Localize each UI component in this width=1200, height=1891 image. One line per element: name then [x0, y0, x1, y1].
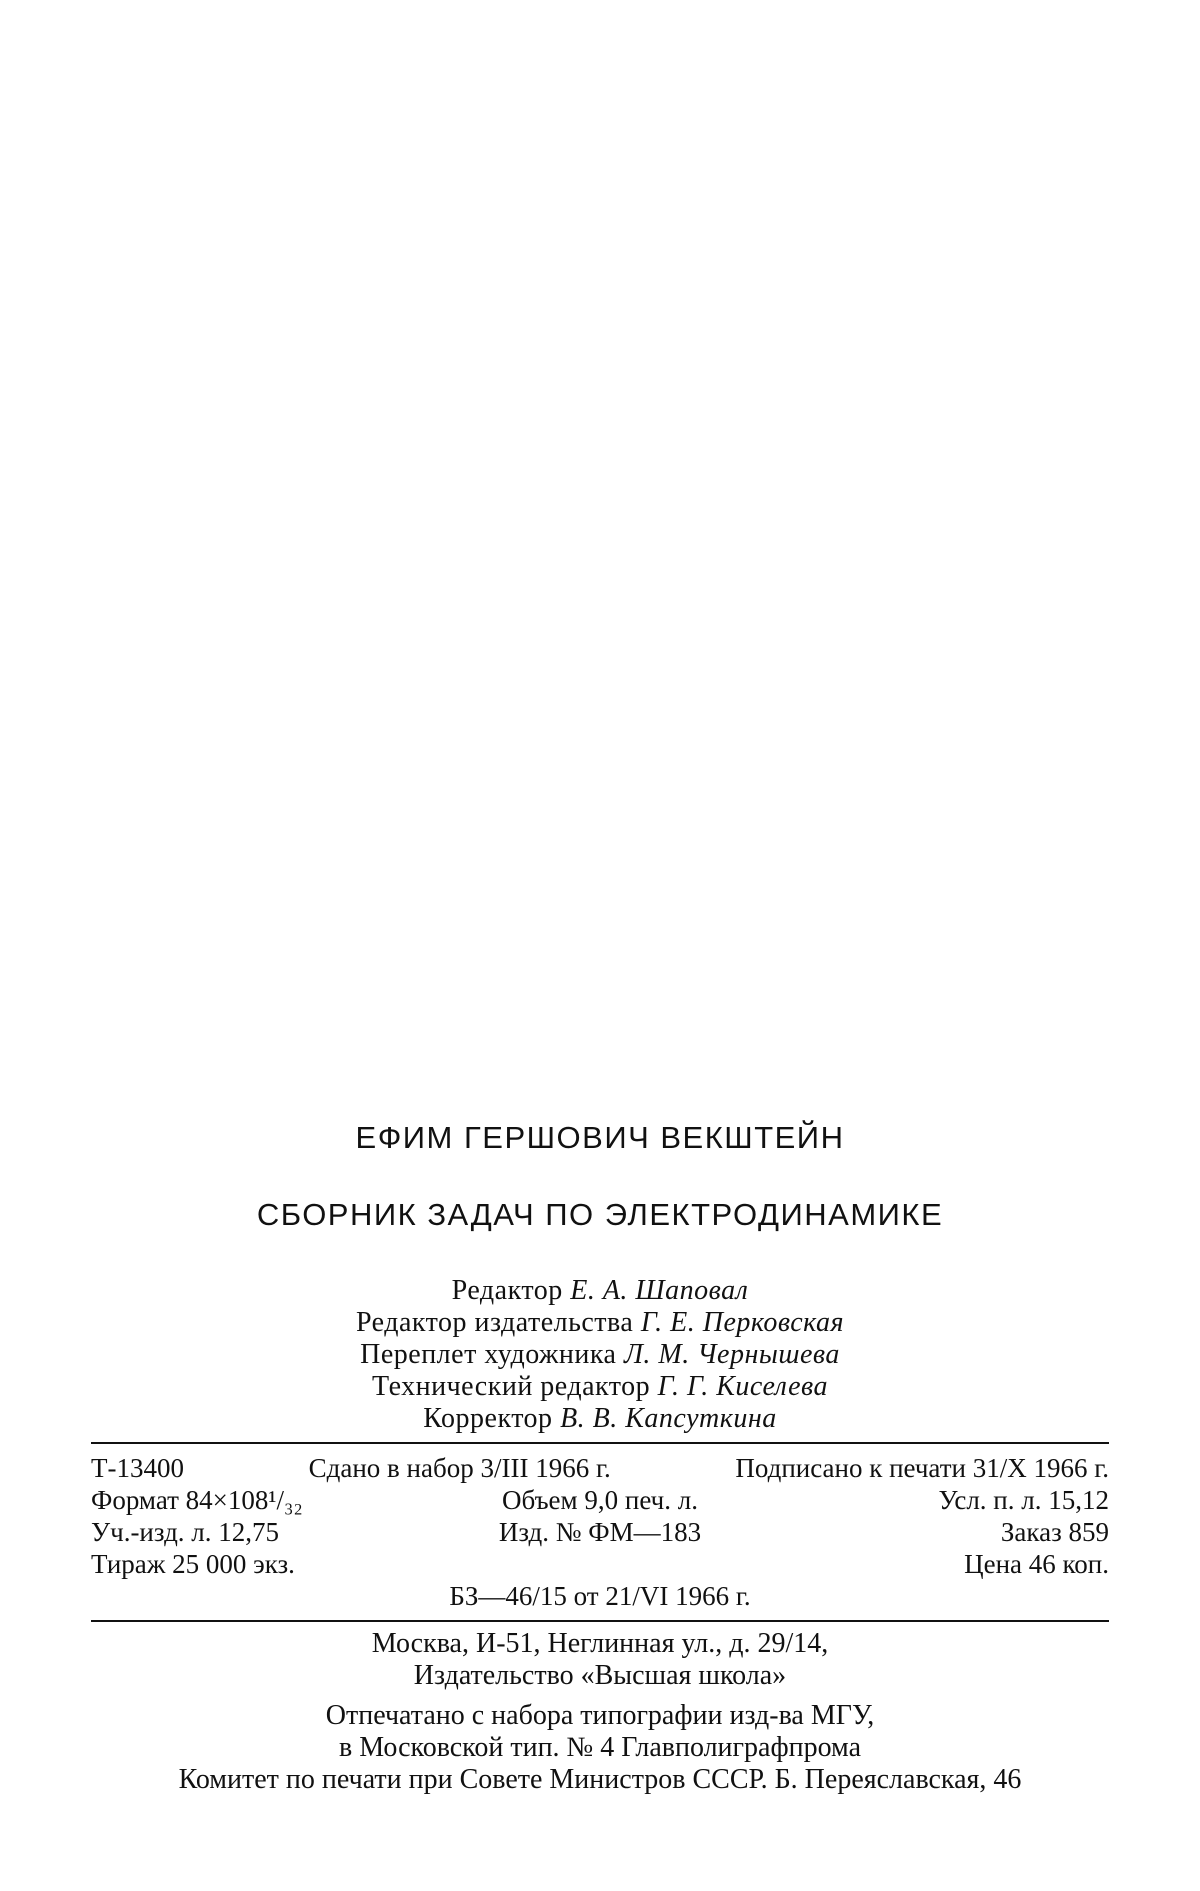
publisher-address: Москва, И-51, Неглинная ул., д. 29/14, — [371, 1628, 829, 1659]
credit-name: Г. Г. Киселева — [657, 1371, 828, 1402]
author-name: ЕФИМ ГЕРШОВИЧ ВЕКШТЕЙН — [355, 1120, 845, 1155]
imprint-block — [91, 1452, 1109, 1612]
publisher-name: Издательство «Высшая школа» — [413, 1660, 787, 1691]
imprint-line-3 — [91, 1516, 1109, 1548]
credit-role: Редактор — [451, 1275, 563, 1306]
printer-line-3: Комитет по печати при Совете Министров СССР. Б. Переяславская, 46 — [178, 1764, 1022, 1795]
imprint-edu-sheets: Уч.-изд. л. 12,75 — [91, 1517, 280, 1547]
credit-name: Г. Е. Перковская — [640, 1307, 845, 1338]
imprint-order: Заказ 859 — [1000, 1517, 1109, 1547]
book-title: СБОРНИК ЗАДАЧ ПО ЭЛЕКТРОДИНАМИКЕ — [256, 1197, 944, 1232]
imprint-cond-sheets: Усл. п. л. 15,12 — [938, 1485, 1109, 1515]
top-divider — [91, 1442, 1109, 1444]
credit-binding-artist — [0, 1339, 1200, 1371]
imprint-line-4 — [91, 1548, 1109, 1580]
imprint-line-2 — [91, 1484, 1109, 1516]
bottom-divider — [91, 1620, 1109, 1622]
imprint-code: Т-13400 — [91, 1453, 184, 1483]
imprint-line-5: БЗ—46/15 от 21/VI 1966 г. — [449, 1581, 751, 1611]
imprint-pub-number: Изд. № ФМ—183 — [498, 1517, 702, 1547]
printer-line-2: в Московской тип. № 4 Главполиграфпрома — [338, 1732, 862, 1763]
credit-role: Корректор — [423, 1403, 553, 1434]
credit-role: Редактор издательства — [355, 1307, 634, 1338]
credit-role: Технический редактор — [372, 1371, 651, 1402]
imprint-price: Цена 46 коп. — [964, 1549, 1109, 1579]
credit-publishing-editor — [0, 1307, 1200, 1339]
imprint-print-run: Тираж 25 000 экз. — [91, 1549, 295, 1579]
credit-technical-editor — [0, 1371, 1200, 1403]
credit-name: В. В. Капсуткина — [560, 1403, 777, 1434]
publisher-block — [0, 1628, 1200, 1796]
imprint-signed: Подписано к печати 31/X 1966 г. — [735, 1453, 1109, 1483]
credits-block — [0, 1275, 1200, 1435]
credit-name: Е. А. Шаповал — [570, 1275, 749, 1306]
printer-line-1: Отпечатано с набора типографии изд-ва МГУ, — [325, 1700, 875, 1731]
imprint-submitted: Сдано в набор 3/III 1966 г. — [308, 1453, 611, 1483]
imprint-volume: Объем 9,0 печ. л. — [502, 1485, 698, 1515]
credit-proofreader — [0, 1403, 1200, 1435]
credit-name: Л. М. Чернышева — [623, 1339, 840, 1370]
imprint-format: Формат 84×108¹/₃₂ — [91, 1485, 303, 1515]
credit-editor — [0, 1275, 1200, 1307]
imprint-line-1 — [91, 1452, 1109, 1484]
credit-role: Переплет художника — [360, 1339, 617, 1370]
